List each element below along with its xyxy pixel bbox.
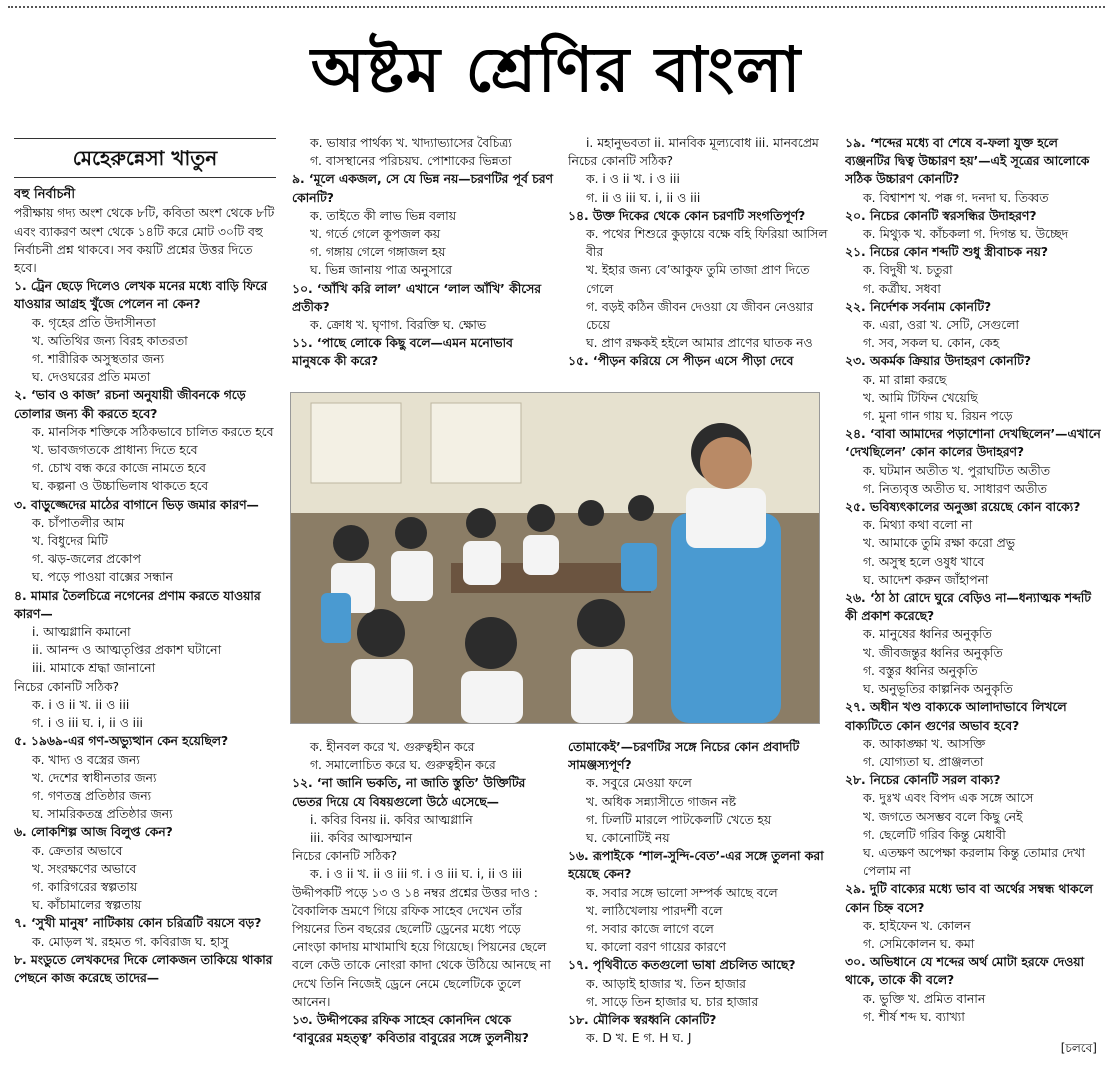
author-name: মেহেরুন্নেসা খাতুন bbox=[14, 138, 276, 178]
answer-option: ক. i ও ii খ. ii ও iii গ. i ও iii ঘ. i, ii ও iii bbox=[310, 867, 523, 882]
answer-option: ক. আড়াই হাজার খ. তিন হাজার bbox=[586, 976, 746, 991]
question: ৮. মংডুতে লেখকদের দিকে লোকজন তাকিয়ে থাকার পেছনে কাজ করেছে তাদের— bbox=[14, 952, 273, 985]
answer-option: গ. সব, সকল ঘ. কোন, কেহ bbox=[863, 336, 1000, 351]
answer-option: ক. মিথ্যা কথা বলো না bbox=[863, 518, 973, 533]
answer-option: ঘ. কল্পনা ও উচ্চাভিলাষ থাকতে হবে bbox=[32, 479, 209, 494]
answer-option: ক. খাদ্য ও বস্ত্রের জন্য bbox=[32, 752, 140, 767]
answer-option: iii. মামাকে শ্রদ্ধা জানানো bbox=[32, 661, 156, 676]
answer-option: খ. জীবজন্তুর ধ্বনির অনুকৃতি bbox=[863, 645, 1003, 660]
answer-option: ক. তাইতে কী লাভ ভিন্ন বলায় bbox=[310, 208, 456, 223]
answer-option: গ. শারীরিক অসুস্থতার জন্য bbox=[32, 352, 165, 367]
question: ১১. ‘পাছে লোকে কিছু বলে—এমন মনোভাব মানুষকে কী করে? bbox=[292, 336, 513, 369]
question: ২১. নিচের কোন শব্দটি শুধু স্ত্রীবাচক নয়? bbox=[845, 245, 1048, 260]
answer-option: গ. বড়ই কঠিন জীবন দেওয়া যে জীবন নেওয়ার চেয়ে bbox=[586, 299, 814, 333]
answer-option: ক. বিশ্বাশশ খ. পক্ক গ. দনদা ঘ. তিব্বত bbox=[863, 190, 1049, 205]
question: তোমাকেই’—চরণটির সঙ্গে নিচের কোন প্রবাদটি সামঞ্জস্যপূর্ণ? bbox=[568, 740, 800, 773]
column-3-bottom bbox=[568, 738, 830, 1058]
question: ২৪. ‘বাবা আমাদের পড়াশোনা দেখছিলেন’—এখানে ‘দেখছিলেন’ কোন কালের উদাহরণ? bbox=[845, 427, 1101, 460]
paragraph: নিচের কোনটি সঠিক? bbox=[14, 679, 120, 694]
answer-option: ক. এরা, ওরা খ. সেটি, সেগুলো bbox=[863, 318, 1019, 333]
answer-option: খ. গর্তে গেলে কূপজল কয় bbox=[310, 227, 440, 242]
question: ৭. ‘সুখী মানুষ’ নাটিকায় কোন চরিত্রটি বয়সে বড়? bbox=[14, 916, 262, 931]
answer-option: গ. গণতন্ত্র প্রতিষ্ঠার জন্য bbox=[32, 788, 152, 803]
column-1-items bbox=[14, 204, 276, 987]
question: ১৯. ‘শব্দের মধ্যে বা শেষে ব-ফলা যুক্ত হলে ব্যঞ্জনটির দ্বিত্ব উচ্চারণ হয়’—এই সূত্রের আলোকে সঠিক উচ্চারণ কোনটি? bbox=[845, 136, 1090, 187]
answer-option: ঘ. দেওঘরের প্রতি মমতা bbox=[32, 370, 151, 385]
question: ৫. ১৯৬৯-এর গণ-অভ্যুত্থান কেন হয়েছিল? bbox=[14, 734, 229, 749]
answer-option: গ. বস্তুর ধ্বনির অনুকৃতি bbox=[863, 663, 978, 678]
classroom-photo bbox=[290, 392, 820, 724]
question: ৬. লোকশিল্প আজ বিলুপ্ত কেন? bbox=[14, 825, 173, 840]
question: ১৭. পৃথিবীতে কতগুলো ভাষা প্রচলিত আছে? bbox=[568, 958, 796, 973]
question: ২৭. অধীন খণ্ড বাক্যকে আলাদাভাবে লিখলে বাক্যটিতে কোন গুণের অভাব হবে? bbox=[845, 700, 1067, 733]
question: ১০. ‘আঁখি করি লাল’ এখানে ‘লাল আঁখি’ কীসের প্রতীক? bbox=[292, 281, 542, 314]
answer-option: i. আত্মগ্লানি কমানো bbox=[32, 625, 131, 640]
answer-option: গ. কর্ত্রীঘ. সধবা bbox=[863, 281, 941, 296]
answer-option: ঘ. এতক্ষণ অপেক্ষা করলাম কিন্তু তোমার দেখা পেলাম না bbox=[863, 845, 1085, 879]
continued-note: [চলবে] bbox=[1060, 1041, 1097, 1055]
answer-option: গ. অসুস্থ হলে ওষুধ খাবে bbox=[863, 554, 985, 569]
question: ২. ‘ভাব ও কাজ’ রচনা অনুযায়ী জীবনকে গড়ে তোলার জন্য কী করতে হবে? bbox=[14, 388, 246, 421]
answer-option: গ. i ও iii ঘ. i, ii ও iii bbox=[32, 716, 143, 731]
answer-option: গ. ছেলেটি গরিব কিন্তু মেধাবী bbox=[863, 827, 1006, 842]
question: ২৯. দুটি বাক্যের মধ্যে ভাব বা অর্থের সম্বন্ধ থাকলে কোন চিহ্ন বসে? bbox=[845, 882, 1093, 915]
question: ১. ট্রেন ছেড়ে দিলেও লেখক মনের মধ্যে বাড়ি ফিরে যাওয়ার আগ্রহ খুঁজে পেলেন না কেন? bbox=[14, 279, 268, 312]
answer-option: ক. চাঁপাতলীর আম bbox=[32, 515, 125, 530]
answer-option: খ. লাঠিখেলায় পারদর্শী বলে bbox=[586, 903, 723, 918]
classroom-photo-illustration bbox=[291, 393, 819, 723]
answer-option: ক. ভুক্তি খ. প্রমিত বানান bbox=[863, 991, 986, 1006]
answer-option: খ. আমাকে তুমি রক্ষা করো প্রভু bbox=[863, 536, 1015, 551]
answer-option: ক. মিথ্যুক খ. কাঁচকলা গ. দিগন্ত ঘ. উচ্ছেদ bbox=[863, 227, 1069, 242]
answer-option: গ. সাড়ে তিন হাজার ঘ. চার হাজার bbox=[586, 994, 759, 1009]
answer-option: ক. মানুষের ধ্বনির অনুকৃতি bbox=[863, 627, 992, 642]
answer-option: গ. যোগ্যতা ঘ. প্রাঞ্জলতা bbox=[863, 754, 984, 769]
question: ১৬. রূপাইকে ‘শাল-সুন্দি-বেত’-এর সঙ্গে তুলনা করা হয়েছে কেন? bbox=[568, 849, 824, 882]
answer-option: ক. মা রান্না করছে bbox=[863, 372, 947, 387]
answer-option: ক. সবার সঙ্গে ভালো সম্পর্ক আছে বলে bbox=[586, 885, 778, 900]
top-dotted-rule bbox=[8, 6, 1105, 8]
question: ৩০. অভিধানে যে শব্দের অর্থ মোটা হরফে দেওয়া থাকে, তাকে কী বলে? bbox=[845, 955, 1085, 988]
answer-option: গ. ঝড়-জলের প্রকোপ bbox=[32, 552, 141, 567]
answer-option: ক. মানসিক শক্তিকে সঠিকভাবে চালিত করতে হবে bbox=[32, 424, 274, 439]
question: ৯. ‘মূলে একজল, সে যে ভিন্ন নয়—চরণটির পূর্ব চরণ কোনটি? bbox=[292, 172, 553, 205]
answer-option: ক. দুঃখ এবং বিপদ এক সঙ্গে আসে bbox=[863, 791, 1034, 806]
answer-option: ঘ. সামরিকতন্ত্র প্রতিষ্ঠার জন্য bbox=[32, 807, 173, 822]
paragraph: নিচের কোনটি সঠিক? bbox=[568, 154, 674, 169]
paragraph: নিচের কোনটি সঠিক? bbox=[292, 849, 398, 864]
question: ২৩. অকর্মক ক্রিয়ার উদাহরণ কোনটি? bbox=[845, 354, 1031, 369]
answer-option: গ. সবার কাজে লাগে বলে bbox=[586, 922, 714, 937]
question: ২৮. নিচের কোনটি সরল বাক্য? bbox=[845, 773, 1001, 788]
answer-option: ঘ. কালো বরণ গায়ের কারণে bbox=[586, 940, 726, 955]
question: ১৮. মৌলিক স্বরধ্বনি কোনটি? bbox=[568, 1013, 717, 1028]
question: ৩. বাড়ুজ্জেদের মাঠের বাগানে ভিড় জমার কারণ— bbox=[14, 497, 259, 512]
column-3-top bbox=[568, 134, 830, 384]
question: ১৫. ‘পীড়ন করিয়ে সে পীড়ন এসে পীড়া দেবে bbox=[568, 354, 794, 369]
question: ১৩. উদ্দীপকের রফিক সাহেব কোনদিন থেকে ‘বাবুরের মহত্ত্ব’ কবিতার বাবুরের সঙ্গে তুলনীয়? bbox=[292, 1013, 529, 1046]
column-4 bbox=[845, 134, 1101, 1054]
answer-option: ঘ. কোনোটিই নয় bbox=[586, 831, 670, 846]
column-2-top bbox=[292, 134, 554, 384]
answer-option: গ. মুনা গান গায় ঘ. রিয়ন পড়ে bbox=[863, 409, 1013, 424]
answer-option: গ. কারিগরের স্বল্পতায় bbox=[32, 879, 138, 894]
answer-option: ঘ. ভিন্ন জানায় পাত্র অনুসারে bbox=[310, 263, 452, 278]
answer-option: খ. ভাবজগতকে প্রাধান্য দিতে হবে bbox=[32, 443, 198, 458]
column-2-bottom bbox=[292, 738, 554, 1058]
answer-option: ক. হাইফেন খ. কোলন bbox=[863, 918, 971, 933]
answer-option: ঘ. প্রাণ রক্ষকই হইলে আমার প্রাণের ঘাতক নও bbox=[586, 336, 813, 351]
answer-option: খ. অধিক সন্ন্যাসীতে গাজন নষ্ট bbox=[586, 794, 737, 809]
page-title: অষ্টম শ্রেণির বাংলা bbox=[310, 33, 803, 106]
answer-option: গ. ii ও iii ঘ. i, ii ও iii bbox=[586, 190, 701, 205]
answer-option: গ. গঙ্গায় গেলে গঙ্গাজল হয় bbox=[310, 245, 446, 260]
answer-option: ক. পথের শিশুরে কুড়ায়ে বক্ষে বহি ফিরিয়া আসিল বীর bbox=[586, 227, 828, 260]
answer-option: গ. চোখ বন্ধ করে কাজে নামতে হবে bbox=[32, 461, 206, 476]
answer-option: ক. ক্রেতার অভাবে bbox=[32, 843, 123, 858]
answer-option: ক. D খ. E গ. H ঘ. J bbox=[586, 1031, 692, 1046]
answer-option: গ. নিত্যবৃত্ত অতীত ঘ. সাধারণ অতীত bbox=[863, 481, 1047, 496]
answer-option: খ. সংরক্ষণের অভাবে bbox=[32, 861, 137, 876]
question: ২০. নিচের কোনটি স্বরসন্ধির উদাহরণ? bbox=[845, 208, 1037, 223]
question: ১৪. উক্ত দিকের থেকে কোন চরণটি সংগতিপূর্ণ? bbox=[568, 208, 806, 223]
answer-option: গ. ঢিলটি মারলে পাটকেলটি খেতে হয় bbox=[586, 812, 772, 827]
answer-option: খ. জগতে অসম্ভব বলে কিছু নেই bbox=[863, 809, 1023, 824]
answer-option: ক. ঘটমান অতীত খ. পুরাঘটিত অতীত bbox=[863, 463, 1051, 478]
answer-option: ii. আনন্দ ও আত্মতৃপ্তির প্রকাশ ঘটানো bbox=[32, 643, 222, 658]
answer-option: ঘ. পড়ে পাওয়া বাক্সের সন্ধান bbox=[32, 570, 173, 585]
answer-option: ক. ভাষার পার্থক্য খ. খাদ্যাভ্যাসের বৈচিত্র্য bbox=[310, 136, 512, 150]
answer-option: ক. মোড়ল খ. রহমত গ. কবিরাজ ঘ. হাসু bbox=[32, 934, 229, 949]
section-heading: বহু নির্বাচনী bbox=[14, 187, 76, 203]
answer-option: ঘ. কাঁচামালের স্বল্পতায় bbox=[32, 898, 142, 913]
answer-option: গ. সেমিকোলন ঘ. কমা bbox=[863, 936, 975, 951]
answer-option: ক. আকাঙ্ক্ষা খ. আসক্তি bbox=[863, 736, 986, 751]
answer-option: ঘ. অনুভূতির কাল্পনিক অনুকৃতি bbox=[863, 682, 1013, 697]
column-1 bbox=[14, 134, 276, 1054]
question: ৪. মামার তৈলচিত্রে নগেনের প্রণাম করতে যাওয়ার কারণ— bbox=[14, 588, 261, 621]
answer-option: গ. শীর্ষ শব্দ ঘ. ব্যাখ্যা bbox=[863, 1009, 965, 1024]
answer-option: খ. ইহার জন্য বে’আকুফ তুমি তাজা প্রাণ দিতে গেলে bbox=[586, 263, 810, 296]
question: ২২. নির্দেশক সর্বনাম কোনটি? bbox=[845, 299, 992, 314]
answer-option: iii. কবির আত্মসম্মান bbox=[310, 831, 413, 846]
answer-option: ক. সবুরে মেওয়া ফলে bbox=[586, 776, 692, 791]
answer-option: ক. i ও ii খ. i ও iii bbox=[586, 172, 680, 187]
answer-option: খ. অতিথির জন্য বিরহ কাতরতা bbox=[32, 333, 188, 348]
question: ২৬. ‘ঠা ঠা রোদে ঘুরে বেড়িও না—ধন্যাত্মক শব্দটি কী প্রকাশ করেছে? bbox=[845, 591, 1091, 624]
answer-option: খ. বিধুদের মিটি bbox=[32, 534, 108, 549]
paragraph: উদ্দীপকটি পড়ে ১৩ ও ১৪ নম্বর প্রশ্নের উত্তর দাও : বৈকালিক ভ্রমণে গিয়ে রফিক সাহেব দেখেন তাঁর পিয়নের তিন বছরের ছেলেটি ড্রেনের মধ্যে পড়ে নোংড়া কাদায় মাখামাখি হয়ে গিয়েছে। পিয়নের ছেলে বলে কেউ তাকে নোংরা কাদা থেকে উঠিয়ে আনছে না দেখে তিনি নিজেই ড্রেনে নেমে ছেলেটিকে তুলে আনেন। bbox=[292, 885, 551, 1009]
answer-option: গ. বাসস্থানের পরিচয়ঘ. পোশাকের ভিন্নতা bbox=[310, 154, 512, 169]
answer-option: ক. i ও ii খ. ii ও iii bbox=[32, 697, 130, 712]
answer-option: i. কবির বিনয় ii. কবির আত্মগ্লানি bbox=[310, 812, 473, 827]
paragraph: পরীক্ষায় গদ্য অংশ থেকে ৮টি, কবিতা অংশ থেকে ৮টি এবং ব্যাকরণ অংশ থেকে ১৪টি করে মোট ৩০টি বহু নির্বাচনী প্রশ্ন থাকবে। সব কয়টি প্রশ্নের উত্তর দিতে হবে। bbox=[14, 206, 275, 276]
answer-option: ক. ক্রোধ খ. ঘৃণাগ. বিরক্তি ঘ. ক্ষোভ bbox=[310, 318, 487, 333]
answer-option: খ. আমি টিফিন খেয়েছি bbox=[863, 390, 978, 405]
answer-option: ক. হীনবল করে খ. গুরুত্বহীন করে bbox=[310, 740, 475, 754]
question: ১২. ‘না জানি ভকতি, না জাতি স্তুতি’ উক্তিটির ভেতর দিয়ে যে বিষয়গুলো উঠে এসেছে— bbox=[292, 776, 526, 809]
answer-option: খ. দেশের স্বাধীনতার জন্য bbox=[32, 770, 157, 785]
answer-option: i. মহানুভবতা ii. মানবিক মূল্যবোধ iii. মানবপ্রেম bbox=[586, 136, 819, 150]
question: ২৫. ভবিষ্যৎকালের অনুজ্ঞা রয়েছে কোন বাক্যে? bbox=[845, 500, 1081, 515]
answer-option: ক. গৃহের প্রতি উদাসীনতা bbox=[32, 315, 156, 330]
answer-option: ঘ. আদেশ করুন জাঁহাপনা bbox=[863, 572, 989, 587]
answer-option: গ. সমালোচিত করে ঘ. গুরুত্বহীন করে bbox=[310, 758, 496, 773]
answer-option: ক. বিদুষী খ. চতুরা bbox=[863, 263, 953, 278]
